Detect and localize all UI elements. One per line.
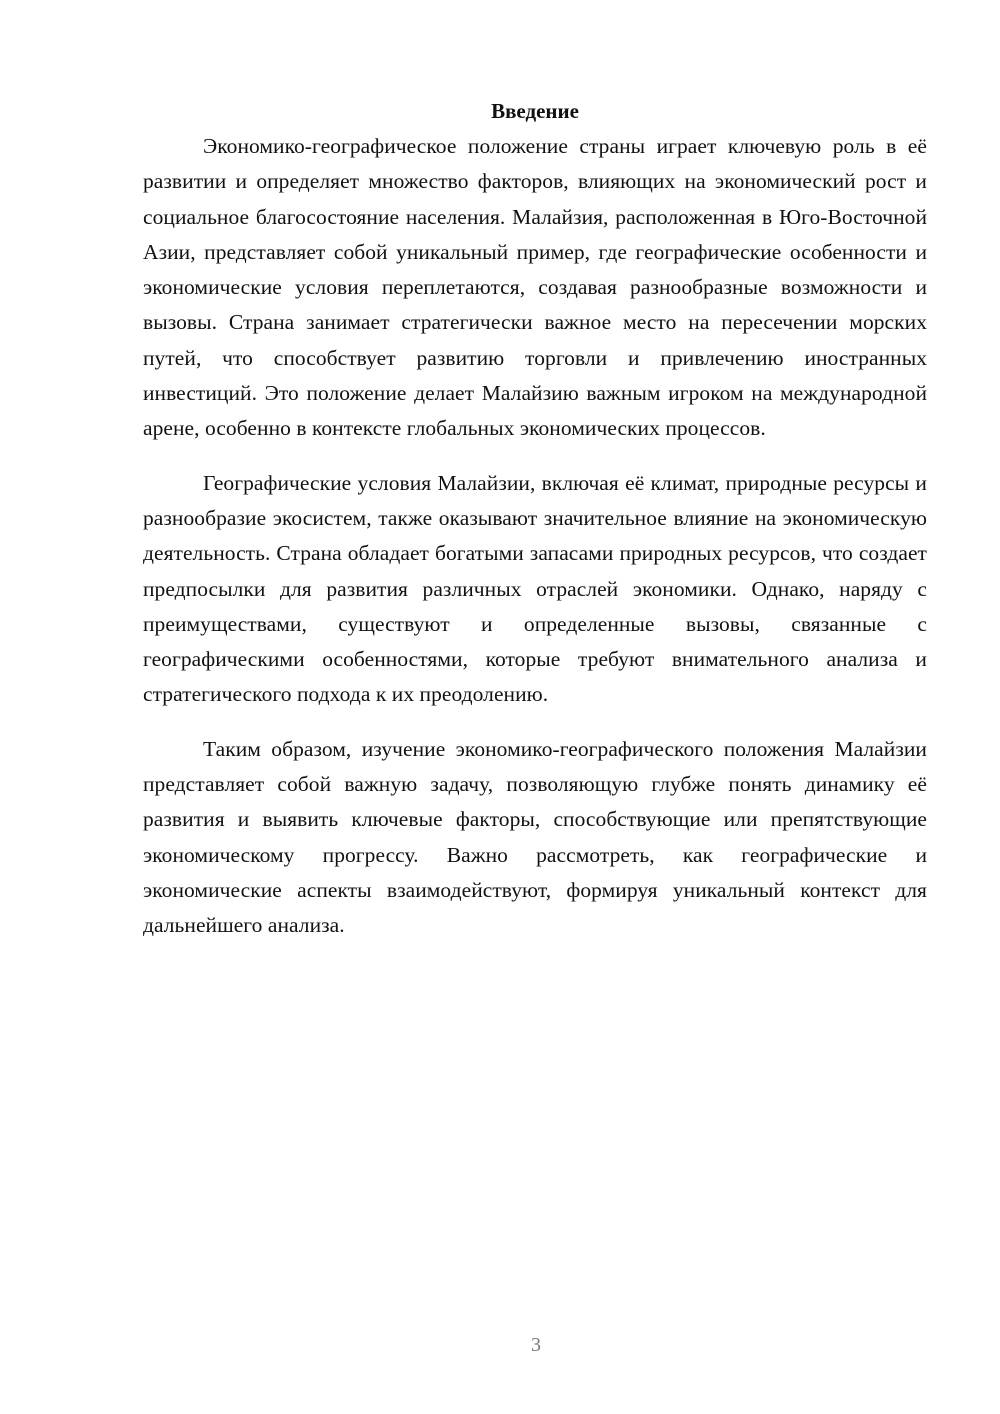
- section-title: Введение: [491, 99, 579, 123]
- paragraph-3: Таким образом, изучение экономико-географического положения Малайзии представляет собой важную задачу, позволяющую глубже понять динамику её развития и выявить ключевые факторы, способствующие или препятствующие экономическому прогрессу. Важно рассмотреть, как географические и экономические аспекты взаимодействуют, формируя уникальный контекст для дальнейшего анализа.: [143, 736, 927, 938]
- page-content: [143, 94, 927, 944]
- page-number: 3: [531, 1334, 541, 1356]
- paragraph-2: Географические условия Малайзии, включая её климат, природные ресурсы и разнообразие экосистем, также оказывают значительное влияние на экономическую деятельность. Страна обладает богатыми запасами природных ресурсов, что создает предпосылки для развития различных отраслей экономики. Однако, наряду с преимуществами, существуют и определенные вызовы, связанные с географическими особенностями, которые требуют внимательного анализа и стратегического подхода к их преодолению.: [143, 470, 927, 707]
- paragraph-1: Экономико-географическое положение страны играет ключевую роль в её развитии и определяет множество факторов, влияющих на экономический рост и социальное благосостояние населения. Малайзия, расположенная в Юго-Восточной Азии, представляет собой уникальный пример, где географические особенности и экономические условия переплетаются, создавая разнообразные возможности и вызовы. Страна занимает стратегически важное место на пересечении морских путей, что способствует развитию торговли и привлечению иностранных инвестиций. Это положение делает Малайзию важным игроком на международной арене, особенно в контексте глобальных экономических процессов.: [143, 134, 927, 441]
